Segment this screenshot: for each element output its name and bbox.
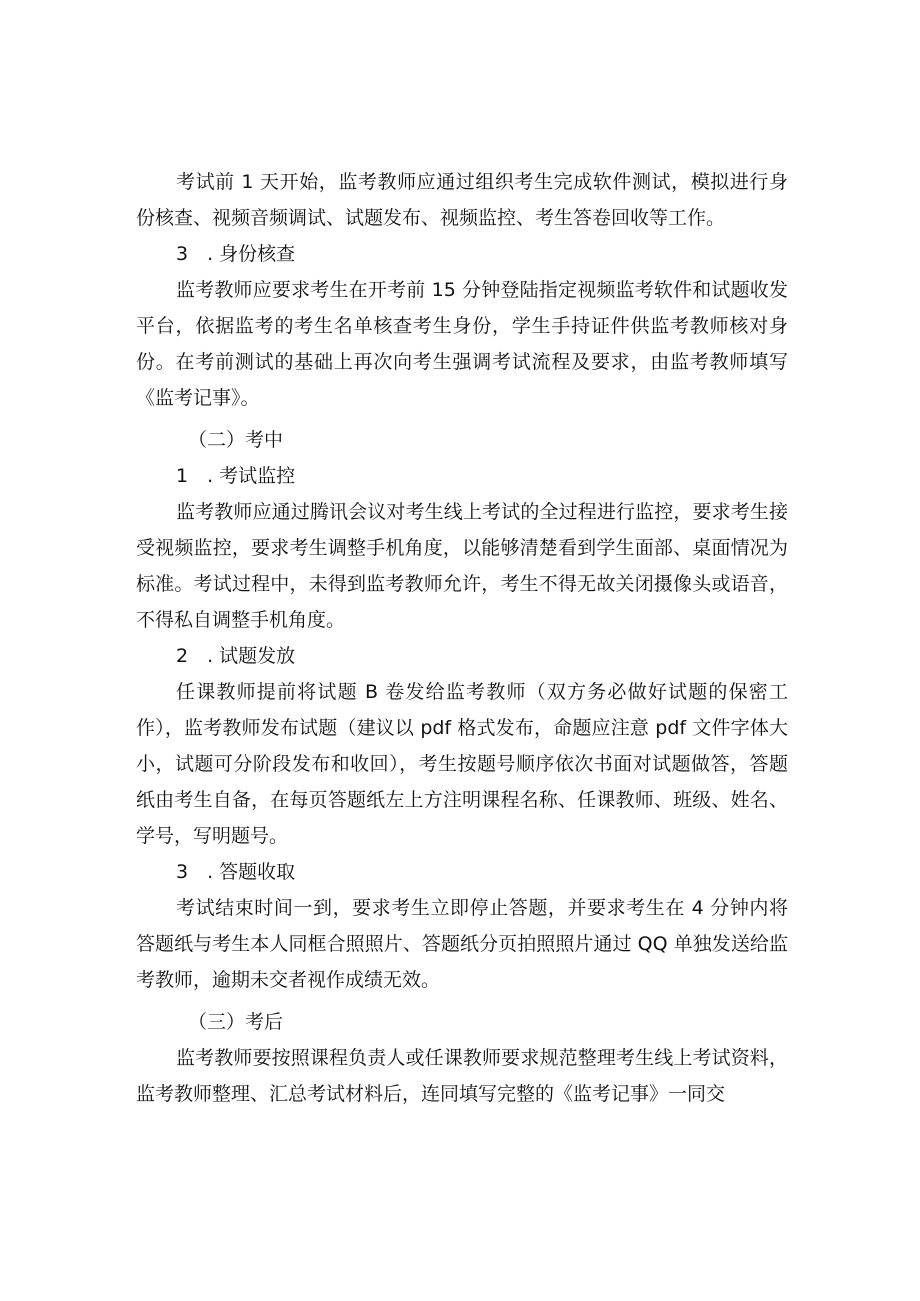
paragraph-after-exam: 监考教师要按照课程负责人或任课教师要求规范整理考生线上考试资料，监考教师整理、汇总考试材料后，连同填写完整的《监考记事》一同交 [136,1047,788,1105]
heading-identity-check: 3 . 身份核查 [176,243,296,265]
paragraph-question-distribution: 任课教师提前将试题 B 卷发给监考教师（双方务必做好试题的保密工作），监考教师发布试题（建议以 pdf 格式发布，命题应注意 pdf 文件字体大小，试题可分阶段发布和收回），考生按题号顺序依次书面对试题做答，答题纸由考生自备，在每页答题纸左上方注明课程名称、任课教师、班级、姓名、学号，写明题号。 [136,681,788,847]
section-after-exam: （三）考后 [188,1011,284,1033]
section-during-exam: （二）考中 [188,429,284,451]
paragraph-answer-collection: 考试结束时间一到，要求考生立即停止答题，并要求考生在 4 分钟内将答题纸与考生本人同框合照照片、答题纸分页拍照照片通过 QQ 单独发送给监考教师，逾期未交者视作成绩无效。 [136,897,788,991]
document-body [136,164,788,1112]
heading-exam-monitoring: 1 . 考试监控 [176,465,296,487]
paragraph-pre-exam-test: 考试前 1 天开始，监考教师应通过组织考生完成软件测试，模拟进行身份核查、视频音频调试、试题发布、视频监控、考生答卷回收等工作。 [136,171,788,229]
heading-question-distribution: 2 . 试题发放 [176,645,296,667]
paragraph-identity-check: 监考教师应要求考生在开考前 15 分钟登陆指定视频监考软件和试题收发平台，依据监考的考生名单核查考生身份，学生手持证件供监考教师核对身份。在考前测试的基础上再次向考生强调考试流程及要求，由监考教师填写《监考记事》。 [136,279,788,409]
heading-answer-collection: 3 . 答题收取 [176,861,296,883]
paragraph-exam-monitoring: 监考教师应通过腾讯会议对考生线上考试的全过程进行监控，要求考生接受视频监控，要求考生调整手机角度，以能够清楚看到学生面部、桌面情况为标准。考试过程中，未得到监考教师允许，考生不得无故关闭摄像头或语音，不得私自调整手机角度。 [136,501,788,631]
